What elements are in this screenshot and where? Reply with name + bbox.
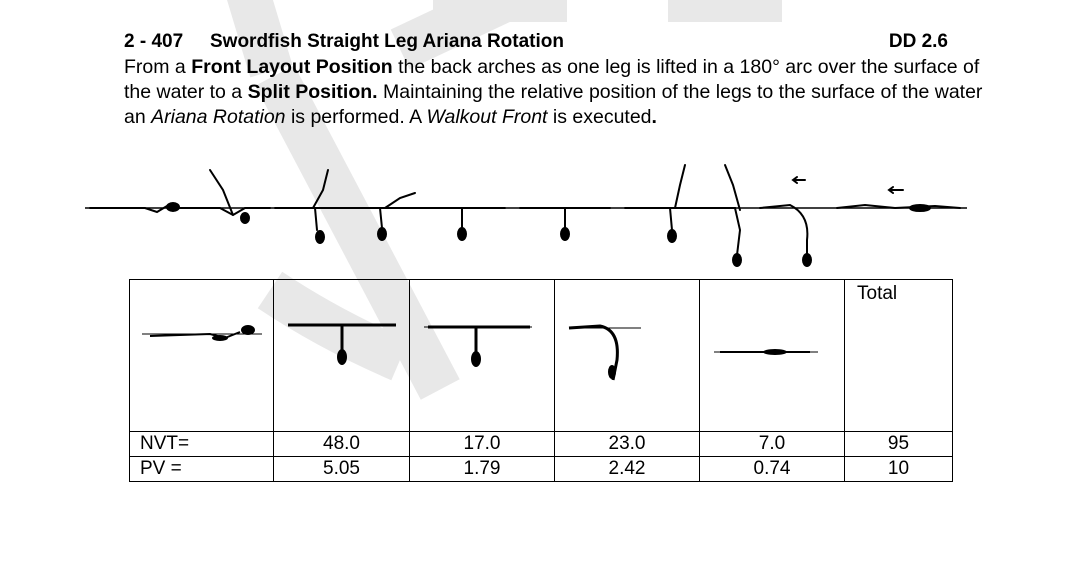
pictogram-front-layout-end: [700, 280, 845, 432]
desc-text: the back arches as one leg is lifted in a 180° arc over the surface of the water to a: [124, 56, 980, 103]
desc-term-ariana-rotation: Ariana Rotation: [151, 106, 286, 128]
swimmer-walkout-arc: [760, 177, 811, 266]
row-label-nvt: NVT=: [130, 432, 274, 457]
nvt-value: 23.0: [555, 432, 700, 457]
swimmer-split-arc: [355, 193, 455, 240]
pv-total: 10: [845, 457, 953, 482]
row-label-pv: PV =: [130, 457, 274, 482]
desc-text: From a: [124, 56, 192, 78]
desc-text: Maintaining the relative position of the legs to the surface of the water an: [124, 81, 983, 128]
desc-period: .: [651, 106, 657, 128]
pictogram-front-layout: [130, 280, 274, 432]
desc-text: is performed. A: [285, 106, 427, 128]
pv-value: 0.74: [700, 457, 845, 482]
swimmer-leg-lift: [180, 170, 270, 223]
pictogram-row: [130, 280, 953, 432]
nvt-value: 17.0: [410, 432, 555, 457]
figure-description: [124, 55, 1004, 130]
figure-sequence-illustration: [85, 160, 970, 270]
figure-name: Swordfish Straight Leg Ariana Rotation: [210, 31, 564, 52]
swimmer-split-2: [520, 208, 610, 240]
pictogram-split-1: [274, 280, 410, 432]
table-row: [130, 432, 953, 457]
pv-value: 2.42: [555, 457, 700, 482]
nvt-value: 48.0: [274, 432, 410, 457]
desc-text: is executed: [547, 106, 652, 128]
swimmer-arch: [275, 170, 365, 243]
swimmer-split-1: [415, 208, 505, 240]
pictogram-walkout: [555, 280, 700, 432]
degree-of-difficulty: DD 2.6: [888, 31, 948, 52]
total-header: Total: [845, 280, 953, 432]
scoring-table: [129, 279, 953, 482]
swimmer-walkout: [700, 165, 741, 266]
nvt-total: 95: [845, 432, 953, 457]
figure-heading: [124, 30, 948, 54]
figure-number: 2 - 407: [124, 31, 184, 52]
swimmer-rotation: [625, 165, 715, 242]
desc-term-walkout-front: Walkout Front: [426, 106, 548, 128]
swimmer-front-layout: [90, 203, 179, 212]
pv-value: 5.05: [274, 457, 410, 482]
table-row: [130, 457, 953, 482]
desc-term-front-layout: Front Layout Position: [191, 56, 393, 78]
nvt-value: 7.0: [700, 432, 845, 457]
pv-value: 1.79: [410, 457, 555, 482]
desc-term-split-position: Split Position.: [247, 81, 378, 103]
pictogram-split-2: [410, 280, 555, 432]
